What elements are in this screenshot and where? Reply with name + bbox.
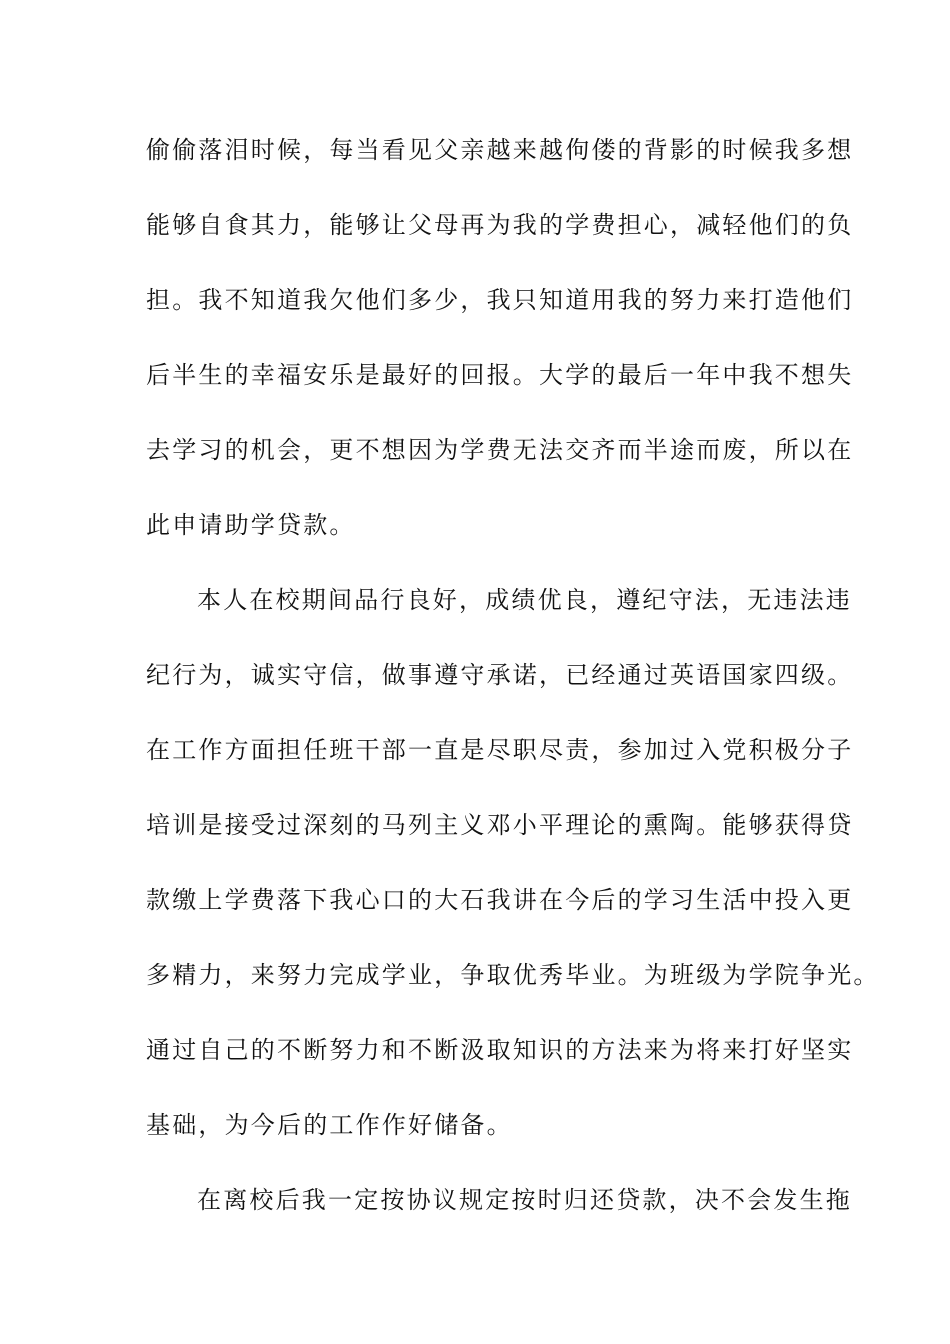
text-line: 能够自食其力，能够让父母再为我的学费担心，减轻他们的负 <box>146 211 854 239</box>
text-line: 多精力，来努力完成学业，争取优秀毕业。为班级为学院争光。 <box>146 961 880 989</box>
text-line: 担。我不知道我欠他们多少，我只知道用我的努力来打造他们 <box>146 286 854 314</box>
paragraph-start-line: 本人在校期间品行良好，成绩优良，遵纪守法，无违法违 <box>197 586 852 614</box>
text-line: 去学习的机会，更不想因为学费无法交齐而半途而废，所以在 <box>146 436 854 464</box>
paragraph-start-line: 在离校后我一定按协议规定按时归还贷款，决不会发生拖 <box>197 1186 852 1214</box>
text-line: 款缴上学费落下我心口的大石我讲在今后的学习生活中投入更 <box>146 886 854 914</box>
text-line: 偷偷落泪时候，每当看见父亲越来越佝偻的背影的时候我多想 <box>146 136 854 164</box>
text-line: 纪行为，诚实守信，做事遵守承诺，已经通过英语国家四级。 <box>146 661 854 689</box>
text-line: 在工作方面担任班干部一直是尽职尽责，参加过入党积极分子 <box>146 736 854 764</box>
text-line: 通过自己的不断努力和不断汲取知识的方法来为将来打好坚实 <box>146 1036 854 1064</box>
text-line: 基础，为今后的工作作好储备。 <box>146 1111 513 1139</box>
text-line: 此申请助学贷款。 <box>146 511 356 539</box>
text-line: 培训是接受过深刻的马列主义邓小平理论的熏陶。能够获得贷 <box>146 811 854 839</box>
text-line: 后半生的幸福安乐是最好的回报。大学的最后一年中我不想失 <box>146 361 854 389</box>
